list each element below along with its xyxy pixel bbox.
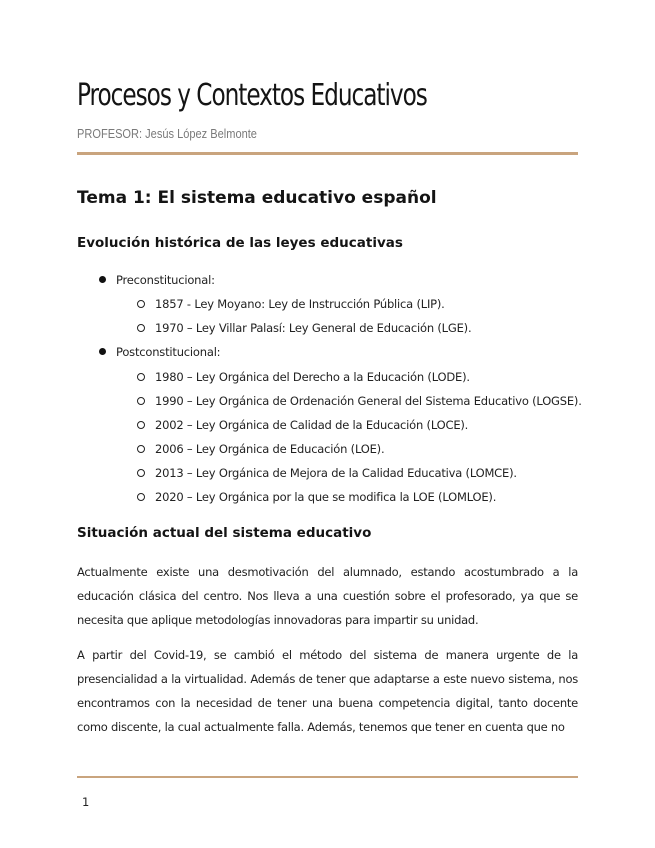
list-item-text: 1970 – Ley Villar Palasí: Ley General de Educación (LGE). (155, 321, 472, 335)
footer-divider (77, 776, 578, 778)
page-number: 1 (82, 795, 90, 809)
list-item (137, 321, 471, 335)
circle-bullet-icon (137, 300, 145, 308)
list-item-group (99, 273, 215, 287)
circle-bullet-icon (137, 373, 145, 381)
document-subtitle: PROFESOR: Jesús López Belmonte (77, 126, 257, 141)
list-item-text: 1857 - Ley Moyano: Ley de Instrucción Pública (LIP). (155, 297, 445, 311)
list-item-text: 2006 – Ley Orgánica de Educación (LOE). (155, 442, 385, 456)
list-item (137, 490, 496, 504)
list-item (137, 418, 468, 432)
circle-bullet-icon (137, 397, 145, 405)
document-page (77, 0, 582, 848)
paragraph: A partir del Covid-19, se cambió el método del sistema de manera urgente de la presencialidad a la virtualidad. Además de tener que adaptarse a este nuevo sistema, nos encontramos con la necesidad de tener una buena competencia digital, tanto docente como discente, la cual actualmente falla. Además, tenemos que tener en cuenta que no (77, 648, 578, 734)
disc-bullet-icon (99, 348, 106, 355)
list-item-group (99, 345, 220, 359)
circle-bullet-icon (137, 493, 145, 501)
subsection-heading-laws: Evolución histórica de las leyes educativas (77, 235, 403, 251)
disc-bullet-icon (99, 276, 106, 283)
circle-bullet-icon (137, 469, 145, 477)
list-item-text: 2013 – Ley Orgánica de Mejora de la Calidad Educativa (LOMCE). (155, 466, 517, 480)
circle-bullet-icon (137, 324, 145, 332)
list-item-text: 2020 – Ley Orgánica por la que se modifica la LOE (LOMLOE). (155, 490, 497, 504)
list-item (137, 394, 582, 408)
list-item-text: 2002 – Ley Orgánica de Calidad de la Educación (LOCE). (155, 418, 469, 432)
paragraph: Actualmente existe una desmotivación del alumnado, estando acostumbrado a la educación clásica del centro. Nos lleva a una cuestión sobre el profesorado, ya que se necesita que aplique metodologías innovadoras para impartir su unidad. (77, 565, 578, 627)
list-item-text: 1980 – Ley Orgánica del Derecho a la Educación (LODE). (155, 370, 470, 384)
list-item (137, 297, 445, 311)
subsection-heading-current-situation: Situación actual del sistema educativo (77, 525, 372, 541)
header-divider (77, 152, 578, 155)
document-title: Procesos y Contextos Educativos (77, 78, 427, 113)
section-heading: Tema 1: El sistema educativo español (77, 188, 437, 208)
list-item (137, 466, 517, 480)
group-label: Preconstitucional: (116, 273, 215, 287)
list-item (137, 442, 384, 456)
list-item-text: 1990 – Ley Orgánica de Ordenación General del Sistema Educativo (LOGSE). (155, 394, 582, 408)
circle-bullet-icon (137, 445, 145, 453)
circle-bullet-icon (137, 421, 145, 429)
group-label: Postconstitucional: (116, 345, 221, 359)
list-item (137, 370, 470, 384)
